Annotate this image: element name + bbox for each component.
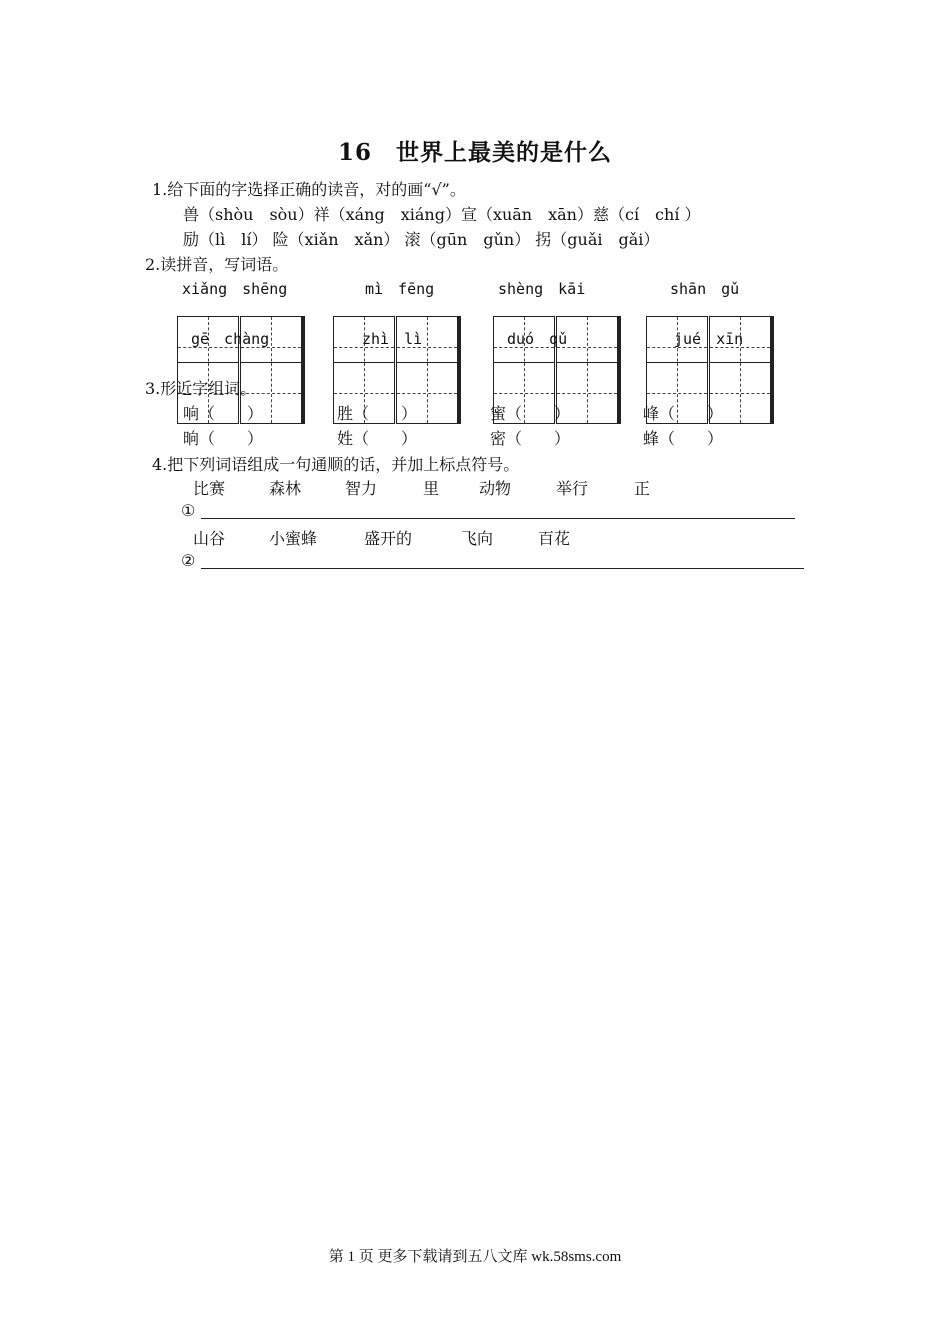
q4-word: 比赛 — [193, 479, 226, 498]
q4-word: 动物 — [479, 479, 512, 498]
q3-word-1: 响（ ） — [183, 404, 264, 423]
answer-line-2[interactable] — [201, 568, 804, 569]
q2-pinyin-4: shān gǔ — [670, 280, 740, 298]
grid-border — [771, 362, 774, 424]
page-title: 16 世界上最美的是什么 — [337, 139, 612, 166]
q2-pinyin-6: zhì lì — [362, 330, 423, 348]
q4-word: 智力 — [345, 479, 378, 498]
q3-word-4: 峰（ ） — [643, 404, 724, 423]
q1-line-2: 励（lì lí） 险（xiǎn xǎn） 滚（gūn gǔn） 拐（guǎi gǎi） — [183, 230, 660, 249]
q3-word-6: 姓（ ） — [337, 429, 418, 448]
q1-label: 1.给下面的字选择正确的读音，对的画“√”。 — [152, 180, 466, 199]
q2-label: 2.读拼音，写词语。 — [145, 255, 289, 274]
q4-word: 小蜜蜂 — [269, 529, 318, 548]
q3-word-3: 蜜（ ） — [490, 404, 571, 423]
q4-word: 森林 — [269, 479, 302, 498]
q4-word: 盛开的 — [364, 529, 413, 548]
q4-word: 举行 — [556, 479, 589, 498]
q4-word: 山谷 — [193, 529, 226, 548]
q4-word: 里 — [423, 479, 440, 498]
q4-word: 正 — [634, 479, 651, 498]
q2-pinyin-7: duó qǔ — [507, 330, 568, 348]
q1-line-1: 兽（shòu sòu）祥（xáng xiáng）宣（xuān xān）慈（cí chí ） — [183, 205, 701, 224]
q2-pinyin-3: shèng kāi — [498, 280, 586, 298]
answer-marker-2: ② — [181, 551, 196, 570]
q2-pinyin-1: xiǎng shēng — [182, 280, 288, 298]
grid-border — [302, 362, 305, 424]
page-footer: 第 1 页 更多下载请到五八文库 wk.58sms.com — [328, 1249, 622, 1265]
q3-label: 3.形近字组词。 — [145, 379, 257, 398]
q4-label: 4.把下列词语组成一句通顺的话，并加上标点符号。 — [152, 455, 520, 474]
answer-line-1[interactable] — [201, 518, 795, 519]
q4-word: 飞向 — [461, 529, 494, 548]
q2-pinyin-5: gē chàng — [191, 330, 270, 348]
q4-word: 百花 — [538, 529, 571, 548]
q2-pinyin-8: jué xīn — [674, 330, 744, 348]
q3-word-8: 蜂（ ） — [643, 429, 724, 448]
q3-word-5: 晌（ ） — [183, 429, 264, 448]
q2-pinyin-2: mì fēng — [365, 280, 435, 298]
grid-border — [458, 362, 461, 424]
q3-word-7: 密（ ） — [490, 429, 571, 448]
grid-border — [618, 362, 621, 424]
answer-marker-1: ① — [181, 501, 196, 520]
q3-word-2: 胜（ ） — [337, 404, 418, 423]
